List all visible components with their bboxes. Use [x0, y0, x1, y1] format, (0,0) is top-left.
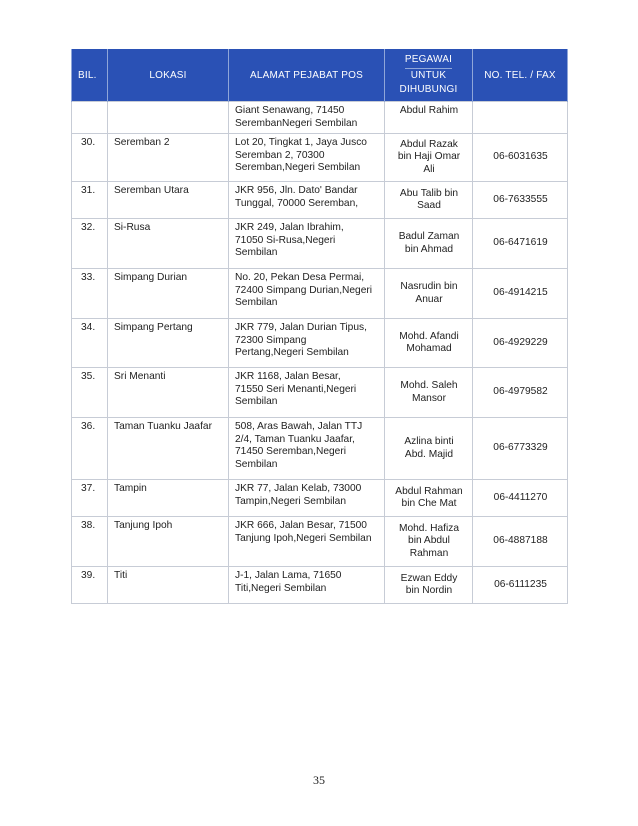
cell-tel: 06-6031635	[473, 134, 568, 182]
cell-tel: 06-4411270	[473, 480, 568, 517]
table-row	[72, 219, 568, 269]
cell-alamat: Giant Senawang, 71450 SerembanNegeri Sembilan	[229, 102, 385, 134]
table-row	[72, 567, 568, 604]
cell-pegawai: Mohd. Afandi Mohamad	[385, 319, 473, 368]
header-lokasi: LOKASI	[108, 49, 229, 102]
cell-lokasi: Simpang Pertang	[108, 319, 229, 368]
cell-alamat: No. 20, Pekan Desa Permai, 72400 Simpang Durian,Negeri Sembilan	[229, 269, 385, 319]
cell-tel: 06-4914215	[473, 269, 568, 319]
cell-alamat: JKR 249, Jalan Ibrahim, 71050 Si-Rusa,Negeri Sembilan	[229, 219, 385, 269]
table-row	[72, 368, 568, 418]
cell-lokasi	[108, 102, 229, 134]
cell-bil: 31.	[72, 182, 108, 219]
header-pegawai-line3: DIHUBUNGI	[399, 84, 458, 95]
cell-pegawai: Abdul Rahman bin Che Mat	[385, 480, 473, 517]
cell-bil: 38.	[72, 517, 108, 567]
table-row	[72, 517, 568, 567]
cell-alamat: 508, Aras Bawah, Jalan TTJ 2/4, Taman Tuanku Jaafar, 71450 Seremban,Negeri Sembilan	[229, 418, 385, 480]
cell-lokasi: Tanjung Ipoh	[108, 517, 229, 567]
cell-lokasi: Si-Rusa	[108, 219, 229, 269]
cell-tel: 06-4929229	[473, 319, 568, 368]
cell-bil: 37.	[72, 480, 108, 517]
cell-bil: 32.	[72, 219, 108, 269]
cell-bil: 30.	[72, 134, 108, 182]
cell-tel: 06-6773329	[473, 418, 568, 480]
cell-bil: 33.	[72, 269, 108, 319]
cell-pegawai: Mohd. Saleh Mansor	[385, 368, 473, 418]
cell-tel	[473, 102, 568, 134]
cell-lokasi: Seremban 2	[108, 134, 229, 182]
cell-pegawai: Abdul Razak bin Haji Omar Ali	[385, 134, 473, 182]
cell-alamat: JKR 956, Jln. Dato' Bandar Tunggal, 70000 Seremban,	[229, 182, 385, 219]
cell-tel: 06-6471619	[473, 219, 568, 269]
cell-pegawai: Mohd. Hafiza bin Abdul Rahman	[385, 517, 473, 567]
cell-alamat: JKR 77, Jalan Kelab, 73000 Tampin,Negeri Sembilan	[229, 480, 385, 517]
cell-pegawai: Azlina binti Abd. Majid	[385, 418, 473, 480]
cell-bil: 39.	[72, 567, 108, 604]
header-pegawai	[385, 49, 473, 102]
cell-lokasi: Titi	[108, 567, 229, 604]
cell-pegawai: Nasrudin bin Anuar	[385, 269, 473, 319]
table-row	[72, 134, 568, 182]
table-row	[72, 269, 568, 319]
cell-bil: 34.	[72, 319, 108, 368]
cell-lokasi: Seremban Utara	[108, 182, 229, 219]
cell-alamat: J-1, Jalan Lama, 71650 Titi,Negeri Sembilan	[229, 567, 385, 604]
table-row	[72, 480, 568, 517]
cell-pegawai: Badul Zaman bin Ahmad	[385, 219, 473, 269]
post-office-table	[71, 49, 568, 604]
cell-lokasi: Taman Tuanku Jaafar	[108, 418, 229, 480]
cell-pegawai: Abu Talib bin Saad	[385, 182, 473, 219]
header-bil: BIL.	[72, 49, 108, 102]
cell-lokasi: Sri Menanti	[108, 368, 229, 418]
cell-pegawai: Abdul Rahim	[385, 102, 473, 134]
cell-alamat: JKR 1168, Jalan Besar, 71550 Seri Menanti,Negeri Sembilan	[229, 368, 385, 418]
header-pegawai-line2: UNTUK	[410, 70, 447, 81]
cell-tel: 06-4887188	[473, 517, 568, 567]
cell-tel: 06-6111235	[473, 567, 568, 604]
table-row	[72, 182, 568, 219]
cell-bil: 36.	[72, 418, 108, 480]
header-alamat: ALAMAT PEJABAT POS	[229, 49, 385, 102]
table-row-continuation	[72, 102, 568, 134]
page-number: 35	[313, 773, 325, 787]
cell-alamat: JKR 779, Jalan Durian Tipus, 72300 Simpang Pertang,Negeri Sembilan	[229, 319, 385, 368]
header-pegawai-line1: PEGAWAI	[405, 53, 452, 69]
cell-lokasi: Simpang Durian	[108, 269, 229, 319]
cell-bil	[72, 102, 108, 134]
cell-pegawai: Ezwan Eddy bin Nordin	[385, 567, 473, 604]
table-row	[72, 418, 568, 480]
table-row	[72, 319, 568, 368]
header-tel: NO. TEL. / FAX	[473, 49, 568, 102]
table-header-row	[72, 49, 568, 102]
cell-bil: 35.	[72, 368, 108, 418]
cell-alamat: Lot 20, Tingkat 1, Jaya Jusco Seremban 2, 70300 Seremban,Negeri Sembilan	[229, 134, 385, 182]
cell-tel: 06-7633555	[473, 182, 568, 219]
cell-lokasi: Tampin	[108, 480, 229, 517]
cell-tel: 06-4979582	[473, 368, 568, 418]
cell-alamat: JKR 666, Jalan Besar, 71500 Tanjung Ipoh,Negeri Sembilan	[229, 517, 385, 567]
